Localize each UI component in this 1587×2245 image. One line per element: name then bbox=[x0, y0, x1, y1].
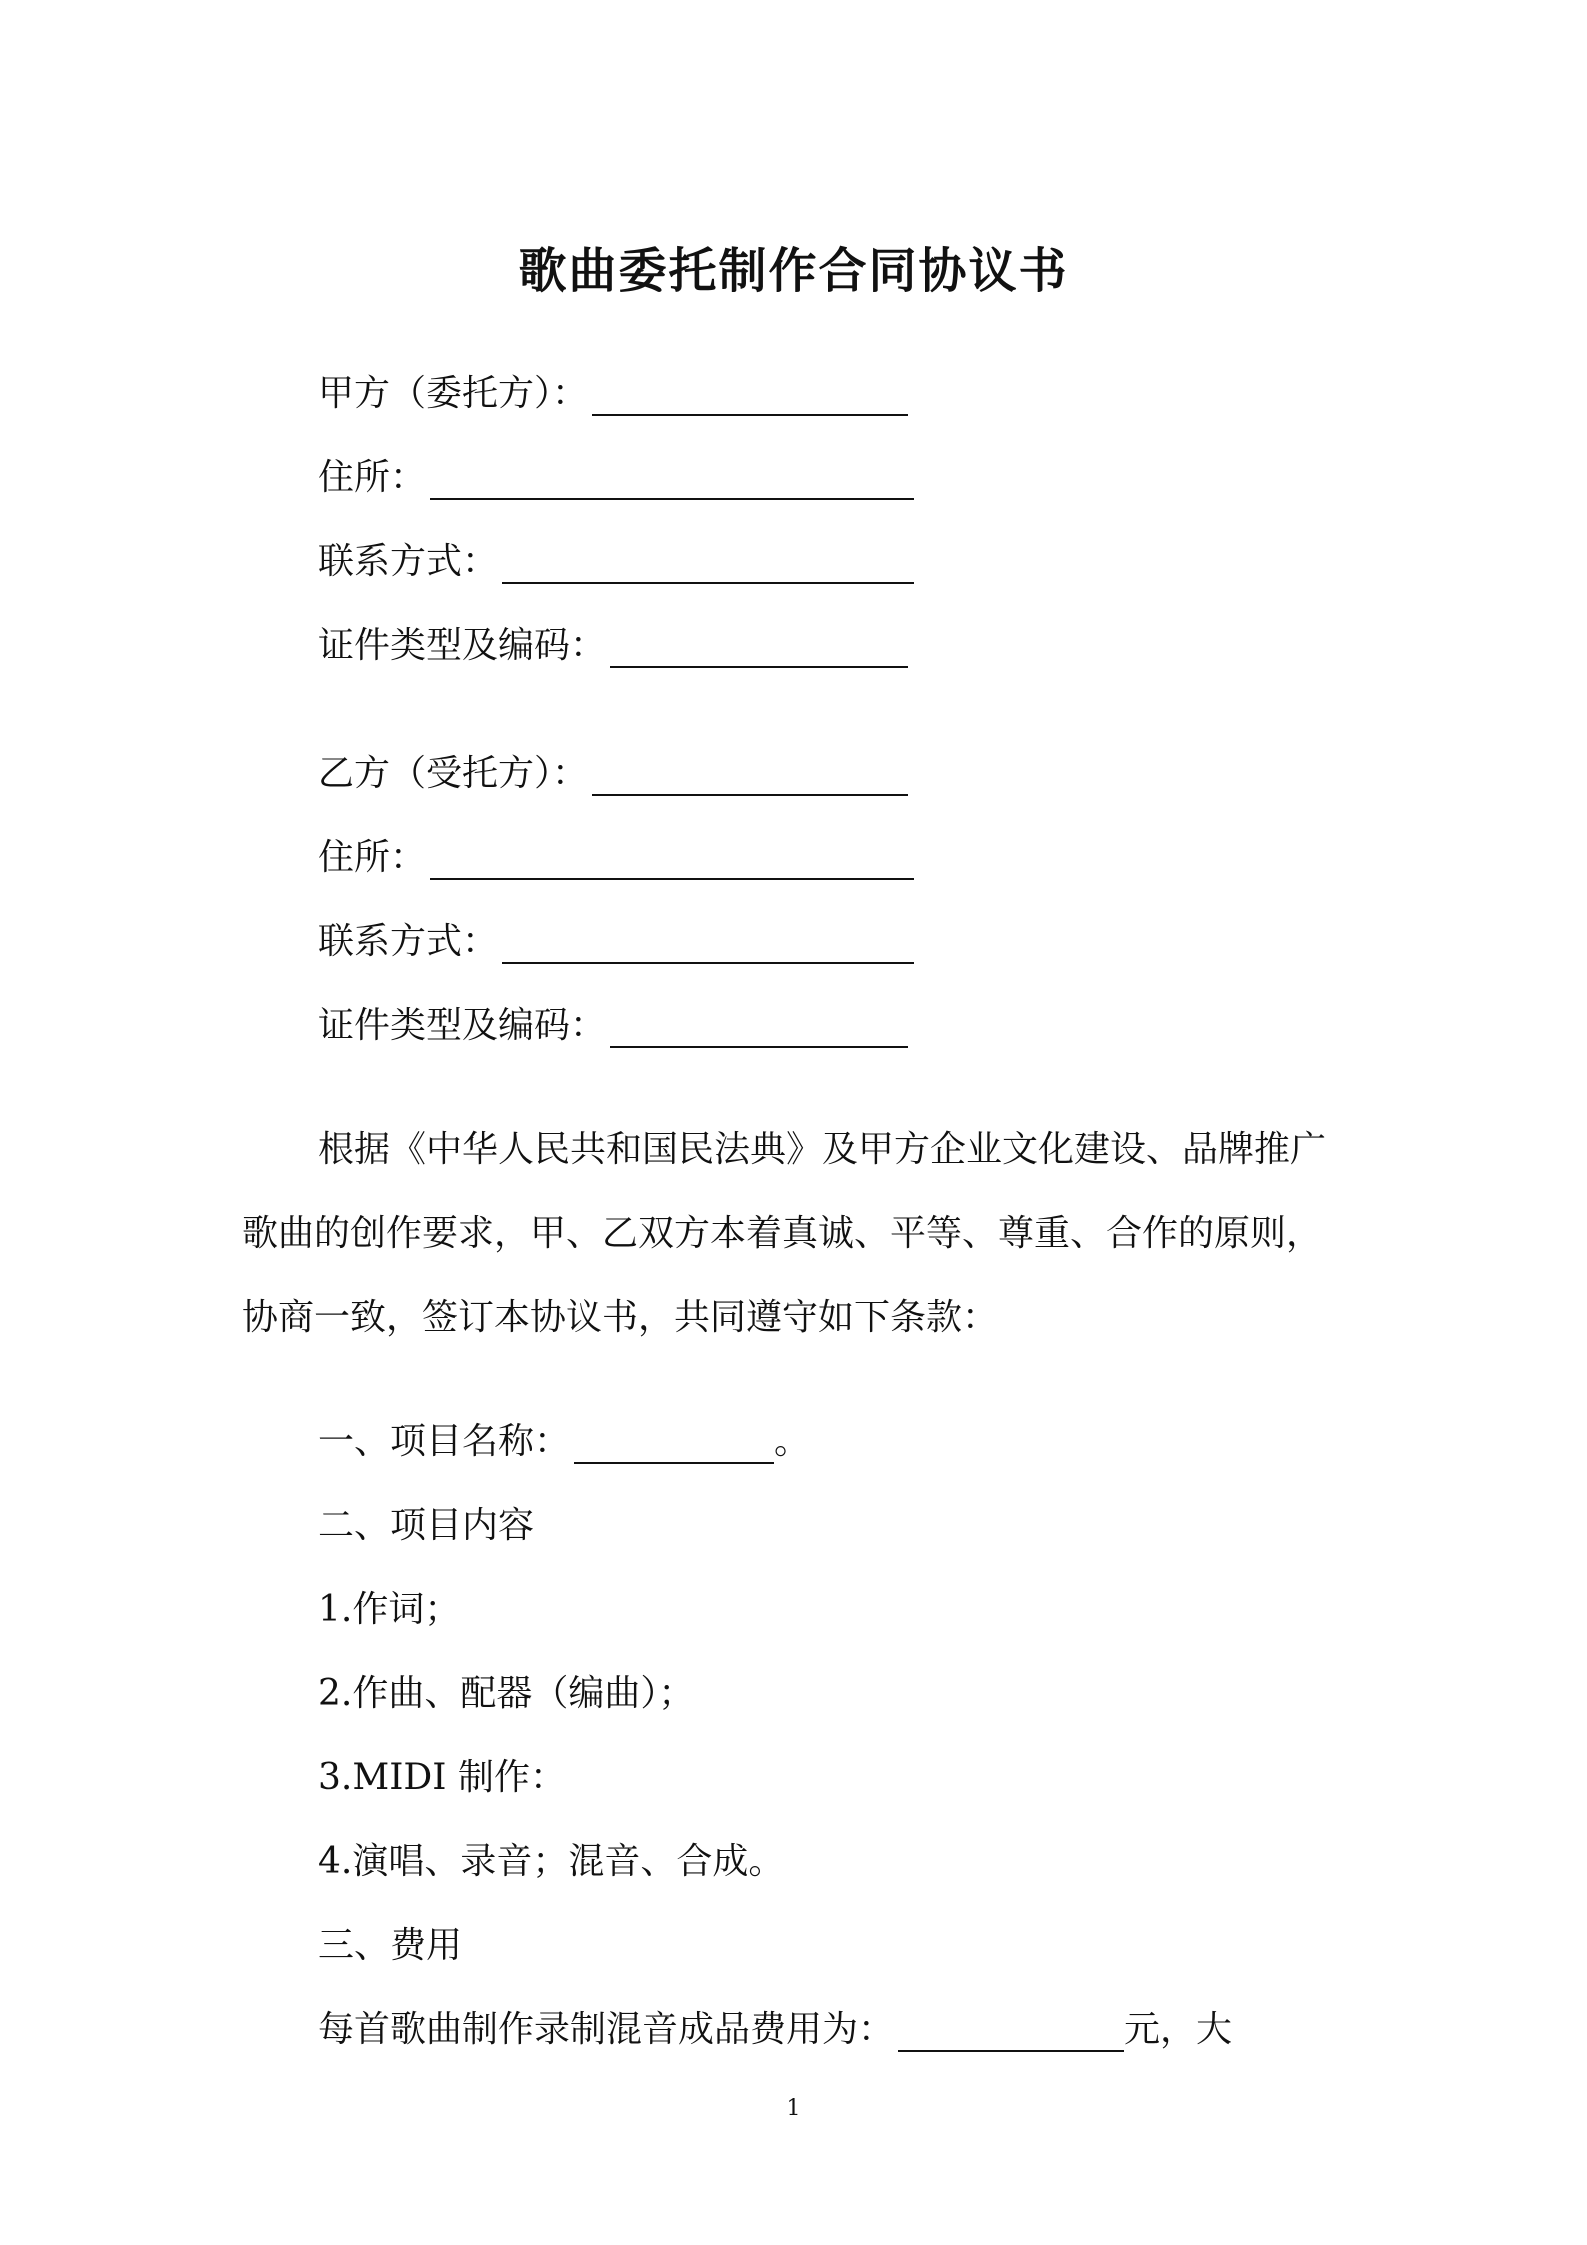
section-3-heading: 三、费用 bbox=[318, 1925, 463, 1966]
party-a-address-row bbox=[318, 456, 914, 500]
section-1-suffix: 。 bbox=[774, 1421, 811, 1462]
document-title: 歌曲委托制作合同协议书 bbox=[518, 243, 1069, 299]
preamble-line-2: 歌曲的创作要求，甲、乙双方本着真诚、平等、尊重、合作的原则， bbox=[242, 1213, 1323, 1254]
fee-amount-field[interactable] bbox=[898, 2016, 1124, 2052]
party-a-contact-field[interactable] bbox=[502, 548, 914, 584]
party-b-name-field[interactable] bbox=[592, 760, 908, 796]
party-a-id-field[interactable] bbox=[610, 632, 908, 668]
preamble-line-3: 协商一致，签订本协议书，共同遵守如下条款： bbox=[242, 1297, 999, 1338]
section-1-label: 一、项目名称： bbox=[318, 1421, 571, 1462]
section-2-item-1: 1.作词； bbox=[318, 1589, 461, 1630]
party-b-address-field[interactable] bbox=[430, 844, 914, 880]
section-2-item-2: 2.作曲、配器（编曲）； bbox=[318, 1673, 695, 1714]
party-b-id-label: 证件类型及编码： bbox=[318, 1005, 607, 1046]
party-b-contact-label: 联系方式： bbox=[318, 921, 499, 962]
fee-label: 每首歌曲制作录制混音成品费用为： bbox=[318, 2009, 895, 2050]
preamble-line-1: 根据《中华人民共和国民法典》及甲方企业文化建设、品牌推广 bbox=[318, 1129, 1327, 1170]
section-2-item-3: 3.MIDI 制作： bbox=[318, 1757, 566, 1798]
party-a-id-row bbox=[318, 624, 908, 668]
party-a-name-label: 甲方（委托方）： bbox=[318, 373, 589, 414]
party-b-id-row bbox=[318, 1004, 908, 1048]
section-2-heading: 二、项目内容 bbox=[318, 1505, 535, 1546]
party-b-contact-field[interactable] bbox=[502, 928, 914, 964]
party-b-address-label: 住所： bbox=[318, 837, 427, 878]
project-name-field[interactable] bbox=[574, 1428, 774, 1464]
fee-suffix: 元，大 bbox=[1124, 2009, 1233, 2050]
party-b-contact-row bbox=[318, 920, 914, 964]
party-a-contact-row bbox=[318, 540, 914, 584]
party-b-name-label: 乙方（受托方）： bbox=[318, 753, 589, 794]
party-b-address-row bbox=[318, 836, 914, 880]
party-b-id-field[interactable] bbox=[610, 1012, 908, 1048]
party-a-contact-label: 联系方式： bbox=[318, 541, 499, 582]
section-3-fee-row bbox=[318, 2008, 1232, 2052]
section-2-item-4: 4.演唱、录音；混音、合成。 bbox=[318, 1841, 785, 1882]
page-number: 1 bbox=[786, 2096, 801, 2121]
party-a-address-label: 住所： bbox=[318, 457, 427, 498]
party-b-name-row bbox=[318, 752, 908, 796]
section-1-row bbox=[318, 1420, 810, 1464]
party-a-name-field[interactable] bbox=[592, 380, 908, 416]
party-a-name-row bbox=[318, 372, 908, 416]
party-a-id-label: 证件类型及编码： bbox=[318, 625, 607, 666]
party-a-address-field[interactable] bbox=[430, 464, 914, 500]
